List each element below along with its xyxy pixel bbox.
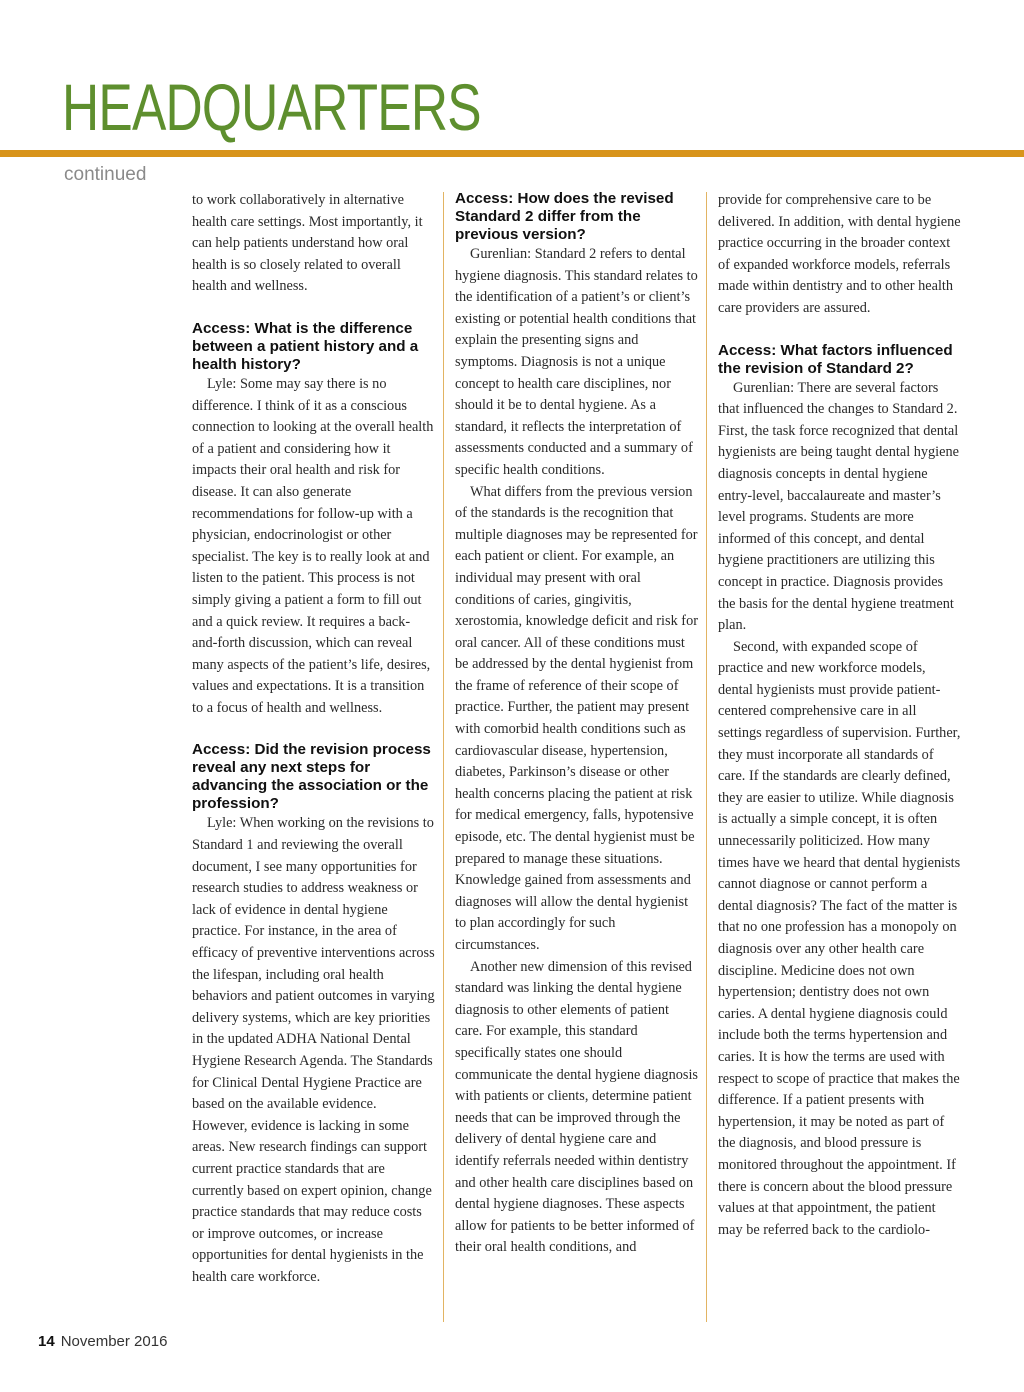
interview-answer: Lyle: Some may say there is no difference. I think of it as a conscious connection to looking at the overall health of a patient and considering how it impacts their oral health and risk for disease. It can also generate recommendations for follow-up with a physician, endocrinologist or other specialist. The key is to really look at and listen to the patient. This process is not simply giving a patient a form to fill out and a quick review. It requires a back-and-forth discussion, which can reveal many aspects of the patient’s life, desires, values and expectations. It is a transition to a focus of health and wellness.	[192, 375, 434, 716]
article-column-2	[455, 190, 698, 1324]
header-rule	[0, 150, 1024, 157]
interview-question: Access: What factors influenced the revision of Standard 2?	[718, 341, 953, 377]
interview-answer: Gurenlian: Standard 2 refers to dental hygiene diagnosis. This standard relates to the identification of a patient’s or client’s existing or potential health conditions that explain the presenting signs and symptoms. Diagnosis is not a unique concept to health care disciplines, nor should it be to dental hygiene. As a standard, it reflects the interpretation of assessments conducted and a summary of specific health conditions.	[455, 246, 698, 478]
paragraph: What differs from the previous version of the standards is the recognition that multiple diagnoses may be represented for each patient or client. For example, an individual may present with oral conditions of caries, gingivitis, xerostomia, knowledge deficit and risk for oral cancer. All of these conditions must be addressed by the dental hygienist from the frame of reference of their scope of practice. Further, the patient may present with comorbid health conditions such as cardiovascular disease, hypertension, diabetes, Parkinson’s disease or other health concerns placing the patient at risk for medical emergency, falls, hypotensive episode, etc. The dental hygienist must be prepared to manage these situations. Knowledge gained from assessments and diagnoses will allow the dental hygienist to plan accordingly for such circumstances.	[455, 483, 698, 953]
page-footer	[38, 1333, 167, 1350]
column-divider-2	[706, 192, 707, 1322]
interview-question: Access: What is the difference between a patient history and a health history?	[192, 319, 419, 373]
page-number: 14	[38, 1333, 55, 1350]
interview-answer: Lyle: When working on the revisions to Standard 1 and reviewing the overall document, I see many opportunities for research studies to address weakness or lack of evidence in dental hygiene practice. For instance, in the area of efficacy of preventive interventions across the lifespan, including oral health behaviors and patient outcomes in varying delivery systems, which are key priorities in the updated ADHA National Dental Hygiene Research Agenda. The Standards for Clinical Dental Hygiene Practice are based on the available evidence. However, evidence is lacking in some areas. New research findings can support current practice standards that are currently based on expert opinion, change practice standards that may reduce costs or improve outcomes, or increase opportunities for dental hygienists in the health care workforce.	[192, 815, 435, 1285]
column-divider-1	[443, 192, 444, 1322]
issue-date: November 2016	[60, 1333, 168, 1350]
interview-question: Access: Did the revision process reveal any next steps for advancing the association or the profession?	[192, 741, 431, 813]
article-column-3	[718, 190, 961, 1324]
paragraph: Another new dimension of this revised standard was linking the dental hygiene diagnosis to other elements of patient care. For example, this standard specifically states one should communicate the dental hygiene diagnosis with patients or clients, determine patient needs that can be improved through the delivery of dental hygiene care and identify referrals needed within dentistry and other health care disciplines based on dental hygiene diagnoses. These aspects allow for patients to be better informed of their oral health conditions, and	[455, 958, 698, 1256]
paragraph: to work collaboratively in alternative health care settings. Most importantly, it can help patients understand how oral health is so closely related to overall health and wellness.	[192, 192, 423, 295]
interview-question: Access: How does the revised Standard 2 differ from the previous version?	[455, 190, 674, 243]
continued-label: continued	[64, 164, 147, 185]
paragraph: provide for comprehensive care to be delivered. In addition, with dental hygiene practice occurring in the broader context of expanded workforce models, referrals made within dentistry and to other health care providers are assured.	[718, 192, 961, 316]
paragraph: Second, with expanded scope of practice and new workforce models, dental hygienists must provide patient-centered comprehensive care in all settings regardless of supervision. Further, they must incorporate all standards of care. If the standards are clearly defined, they are easier to utilize. While diagnosis is actually a simple concept, it is often unnecessarily politicized. How many times have we heard that dental hygienists cannot diagnose or cannot perform a dental diagnosis? The fact of the matter is that no one profession has a monopoly on diagnosis over any other health care discipline. Medicine does not own hypertension; dentistry does not own caries. A dental hygiene diagnosis could include both the terms hypertension and caries. It is how the terms are used with respect to scope of practice that makes the difference. If a patient presents with hypertension, it may be noted as part of the diagnosis, and blood pressure is monitored throughout the appointment. If there is concern about the blood pressure values at that appointment, the patient may be referred back to the cardiolo-	[718, 638, 961, 1238]
article-column-1	[192, 190, 435, 1324]
interview-answer: Gurenlian: There are several factors that influenced the changes to Standard 2. First, the task force recognized that dental hygienists are being taught dental hygiene diagnosis concepts in dental hygiene entry-level, baccalaureate and master’s level programs. Students are more informed of this concept, and dental hygiene practitioners are utilizing this concept in practice. Diagnosis provides the basis for the dental hygiene treatment plan.	[718, 379, 959, 634]
section-title: HEADQUARTERS	[62, 70, 481, 144]
